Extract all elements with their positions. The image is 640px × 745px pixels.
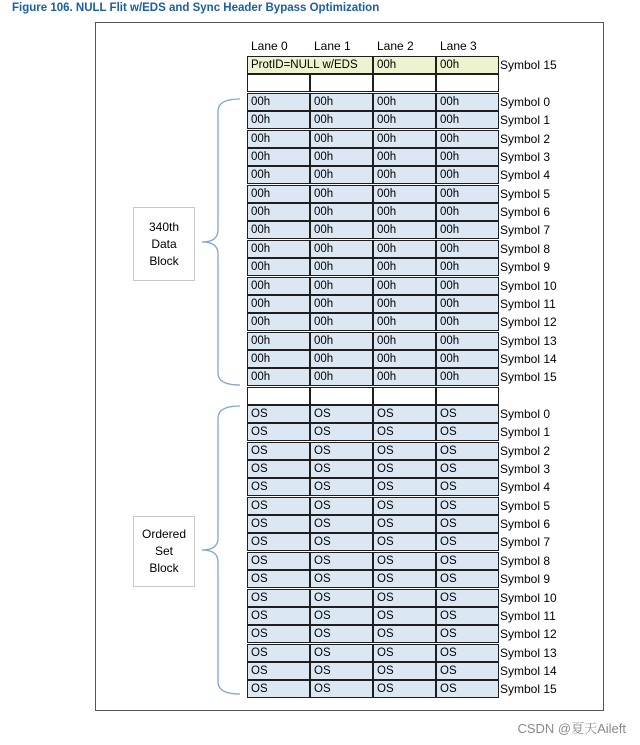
symbol-label: Symbol 6	[500, 517, 551, 532]
source-watermark: CSDN @夏天Aileft	[517, 721, 626, 736]
symbol-label: Symbol 9	[500, 572, 551, 587]
grid-cell: OS	[373, 497, 436, 515]
grid-cell: OS	[436, 570, 499, 588]
symbol-label: Symbol 13	[500, 333, 557, 348]
grid-cell: 00h	[436, 148, 499, 166]
os-block-row	[247, 644, 499, 662]
grid-cell: OS	[310, 662, 373, 680]
data-block-row	[247, 185, 499, 203]
grid-cell: OS	[373, 405, 436, 423]
lane-header: Lane 2	[377, 39, 414, 53]
symbol-label: Symbol 4	[500, 168, 551, 183]
grid-cell: 00h	[436, 166, 499, 184]
grid-cell: OS	[436, 662, 499, 680]
grid-cell: 00h	[373, 185, 436, 203]
grid-cell: OS	[247, 442, 310, 460]
data-block-row	[247, 93, 499, 111]
empty-cell	[436, 74, 499, 92]
grid-cell: 00h	[373, 277, 436, 295]
lane-header: Lane 3	[440, 39, 477, 53]
symbol-label: Symbol 2	[500, 131, 551, 146]
symbol-label: Symbol 5	[500, 186, 551, 201]
os-block-label-line: Ordered	[141, 527, 187, 541]
grid-cell: 00h	[247, 295, 310, 313]
grid-cell: OS	[247, 405, 310, 423]
header-row	[247, 56, 499, 74]
grid-cell: OS	[436, 644, 499, 662]
grid-cell: 00h	[436, 130, 499, 148]
grid-cell: OS	[247, 515, 310, 533]
grid-cell: 00h	[436, 240, 499, 258]
os-block-row	[247, 423, 499, 441]
grid-cell: OS	[310, 552, 373, 570]
empty-cell	[247, 387, 310, 405]
grid-cell: 00h	[373, 313, 436, 331]
grid-cell: 00h	[247, 258, 310, 276]
grid-cell: OS	[247, 607, 310, 625]
grid-cell: OS	[436, 405, 499, 423]
data-block-row	[247, 350, 499, 368]
symbol-label: Symbol 14	[500, 663, 557, 678]
os-block-row	[247, 589, 499, 607]
os-block-label	[133, 516, 195, 587]
symbol-label: Symbol 15	[500, 370, 557, 385]
empty-cell	[436, 387, 499, 405]
grid-cell: OS	[373, 533, 436, 551]
grid-cell: OS	[373, 680, 436, 698]
symbol-label: Symbol 0	[500, 95, 551, 109]
grid-cell: 00h	[247, 185, 310, 203]
grid-cell: OS	[436, 497, 499, 515]
symbol-label: Symbol 9	[500, 260, 551, 275]
data-block-brace	[198, 97, 242, 387]
grid-cell: 00h	[310, 240, 373, 258]
grid-cell: OS	[310, 515, 373, 533]
grid-cell: OS	[310, 680, 373, 698]
grid-cell: OS	[310, 533, 373, 551]
grid-cell: OS	[247, 478, 310, 496]
symbol-label: Symbol 8	[500, 553, 551, 568]
grid-cell: 00h	[373, 148, 436, 166]
grid-cell: 00h	[310, 277, 373, 295]
grid-cell: OS	[436, 680, 499, 698]
grid-cell: 00h	[247, 111, 310, 129]
grid-cell: 00h	[436, 368, 499, 386]
grid-cell: OS	[310, 625, 373, 643]
data-block-row	[247, 295, 499, 313]
grid-cell: OS	[247, 680, 310, 698]
header-cell: ProtID=NULL w/EDS	[247, 56, 373, 74]
empty-cell	[373, 387, 436, 405]
grid-cell: 00h	[247, 93, 310, 111]
grid-cell: OS	[436, 625, 499, 643]
grid-cell: OS	[310, 607, 373, 625]
symbol-label: Symbol 12	[500, 315, 557, 330]
grid-cell: OS	[310, 442, 373, 460]
grid-cell: OS	[247, 533, 310, 551]
data-block-row	[247, 332, 499, 350]
data-block-row	[247, 258, 499, 276]
symbol-label: Symbol 4	[500, 480, 551, 495]
grid-cell: OS	[436, 552, 499, 570]
grid-cell: 00h	[310, 130, 373, 148]
os-block-row	[247, 625, 499, 643]
symbol-label: Symbol 11	[500, 608, 556, 623]
symbol-label: Symbol 1	[500, 425, 551, 440]
data-block-row	[247, 277, 499, 295]
grid-cell: 00h	[247, 332, 310, 350]
grid-cell: OS	[373, 607, 436, 625]
data-block-row	[247, 166, 499, 184]
os-block-row	[247, 662, 499, 680]
grid-cell: OS	[436, 533, 499, 551]
grid-cell: OS	[247, 589, 310, 607]
grid-cell: OS	[247, 552, 310, 570]
os-block-row	[247, 442, 499, 460]
data-block-row	[247, 203, 499, 221]
grid-cell: OS	[373, 515, 436, 533]
grid-cell: 00h	[247, 313, 310, 331]
spacer-row	[247, 387, 499, 405]
symbol-label: Symbol 2	[500, 443, 551, 458]
grid-cell: OS	[373, 442, 436, 460]
data-block-label	[133, 207, 195, 281]
grid-cell: OS	[373, 552, 436, 570]
grid-cell: 00h	[436, 313, 499, 331]
grid-cell: OS	[310, 423, 373, 441]
grid-cell: OS	[247, 662, 310, 680]
symbol-label: Symbol 3	[500, 462, 551, 477]
header-cell: 00h	[373, 56, 436, 74]
grid-cell: 00h	[373, 350, 436, 368]
symbol-label: Symbol 10	[500, 590, 557, 605]
os-block-row	[247, 497, 499, 515]
grid-cell: 00h	[310, 148, 373, 166]
side-watermark	[0, 40, 22, 745]
grid-cell: 00h	[247, 130, 310, 148]
data-block-label-line: Block	[149, 253, 179, 268]
os-block-row	[247, 607, 499, 625]
grid-cell: OS	[310, 405, 373, 423]
grid-cell: 00h	[373, 130, 436, 148]
grid-cell: 00h	[436, 350, 499, 368]
grid-cell: 00h	[310, 295, 373, 313]
data-block-label-line: 340th	[148, 219, 180, 234]
data-block-row	[247, 111, 499, 129]
grid-cell: 00h	[247, 203, 310, 221]
grid-cell: OS	[310, 644, 373, 662]
os-block-row	[247, 533, 499, 551]
grid-cell: 00h	[247, 166, 310, 184]
symbol-label: Symbol 15	[500, 682, 557, 697]
grid-cell: 00h	[247, 350, 310, 368]
symbol-label: Symbol 0	[500, 407, 551, 421]
grid-cell: 00h	[310, 332, 373, 350]
grid-cell: 00h	[436, 93, 499, 111]
grid-cell: 00h	[310, 203, 373, 221]
symbol-label: Symbol 7	[500, 535, 551, 550]
empty-cell	[247, 74, 310, 92]
lane-header: Lane 1	[314, 39, 351, 53]
grid-cell: 00h	[310, 350, 373, 368]
empty-cell	[310, 74, 373, 92]
grid-cell: OS	[247, 423, 310, 441]
grid-cell: OS	[310, 478, 373, 496]
grid-cell: OS	[247, 497, 310, 515]
grid-cell: OS	[373, 589, 436, 607]
grid-cell: OS	[373, 625, 436, 643]
grid-cell: OS	[247, 625, 310, 643]
grid-cell: OS	[310, 460, 373, 478]
grid-cell: OS	[247, 570, 310, 588]
os-block-label-line: Set	[154, 544, 173, 558]
grid-cell: 00h	[247, 277, 310, 295]
grid-cell: 00h	[310, 93, 373, 111]
grid-cell: OS	[310, 497, 373, 515]
grid-cell: 00h	[247, 240, 310, 258]
symbol-label: Symbol 11	[500, 296, 556, 311]
grid-cell: 00h	[436, 332, 499, 350]
os-block-row	[247, 570, 499, 588]
spacer-row	[247, 74, 499, 92]
grid-cell: 00h	[436, 111, 499, 129]
os-block-row	[247, 680, 499, 698]
grid-cell: 00h	[436, 277, 499, 295]
grid-cell: OS	[247, 644, 310, 662]
symbol-label: Symbol 7	[500, 223, 551, 238]
symbol-label: Symbol 12	[500, 627, 557, 642]
grid-cell: 00h	[373, 258, 436, 276]
grid-cell: OS	[436, 478, 499, 496]
grid-cell: OS	[436, 442, 499, 460]
grid-cell: 00h	[310, 166, 373, 184]
data-block-row	[247, 130, 499, 148]
symbol-label: Symbol 3	[500, 150, 551, 165]
grid-cell: OS	[310, 570, 373, 588]
grid-cell: 00h	[373, 203, 436, 221]
symbol-label: Symbol 13	[500, 645, 557, 660]
data-block-row	[247, 240, 499, 258]
grid-cell: 00h	[310, 313, 373, 331]
grid-cell: 00h	[310, 185, 373, 203]
symbol-label: Symbol 14	[500, 351, 557, 366]
symbol-label: Symbol 6	[500, 205, 551, 220]
symbol-label: Symbol 8	[500, 241, 551, 256]
header-cell: 00h	[436, 56, 499, 74]
grid-cell: OS	[436, 515, 499, 533]
grid-cell: OS	[247, 460, 310, 478]
symbol-label: Symbol 5	[500, 498, 551, 513]
os-block-row	[247, 552, 499, 570]
grid-cell: 00h	[373, 240, 436, 258]
data-block-row	[247, 221, 499, 239]
grid-cell: OS	[373, 662, 436, 680]
os-block-row	[247, 515, 499, 533]
grid-cell: 00h	[436, 258, 499, 276]
symbol-label: Symbol 1	[500, 113, 551, 128]
grid-cell: OS	[436, 460, 499, 478]
data-block-row	[247, 313, 499, 331]
data-block-row	[247, 368, 499, 386]
grid-cell: 00h	[310, 368, 373, 386]
grid-cell: 00h	[436, 221, 499, 239]
grid-cell: 00h	[436, 185, 499, 203]
grid-cell: 00h	[310, 221, 373, 239]
grid-cell: 00h	[247, 148, 310, 166]
empty-cell	[373, 74, 436, 92]
data-block-label-line: Data	[151, 236, 177, 251]
symbol-label: Symbol 15	[500, 58, 557, 72]
lane-header: Lane 0	[251, 39, 288, 53]
grid-cell: OS	[436, 423, 499, 441]
grid-cell: 00h	[436, 203, 499, 221]
os-block-brace	[198, 404, 242, 696]
empty-cell	[310, 387, 373, 405]
grid-cell: 00h	[373, 332, 436, 350]
grid-cell: 00h	[247, 221, 310, 239]
grid-cell: 00h	[436, 295, 499, 313]
grid-cell: 00h	[310, 111, 373, 129]
grid-cell: 00h	[373, 166, 436, 184]
grid-cell: 00h	[310, 258, 373, 276]
grid-cell: OS	[436, 589, 499, 607]
grid-cell: 00h	[373, 368, 436, 386]
grid-cell: OS	[373, 644, 436, 662]
grid-cell: OS	[373, 423, 436, 441]
grid-cell: 00h	[373, 221, 436, 239]
grid-cell: OS	[373, 478, 436, 496]
symbol-label: Symbol 10	[500, 278, 557, 293]
grid-cell: 00h	[247, 368, 310, 386]
grid-cell: 00h	[373, 111, 436, 129]
os-block-row	[247, 405, 499, 423]
grid-cell: OS	[436, 607, 499, 625]
grid-cell: OS	[373, 570, 436, 588]
os-block-row	[247, 460, 499, 478]
figure-title: Figure 106. NULL Flit w/EDS and Sync Header Bypass Optimization	[12, 2, 380, 14]
os-block-label-line: Block	[149, 561, 179, 575]
grid-cell: 00h	[373, 93, 436, 111]
grid-cell: OS	[373, 460, 436, 478]
data-block-row	[247, 148, 499, 166]
os-block-row	[247, 478, 499, 496]
grid-cell: 00h	[373, 295, 436, 313]
grid-cell: OS	[310, 589, 373, 607]
